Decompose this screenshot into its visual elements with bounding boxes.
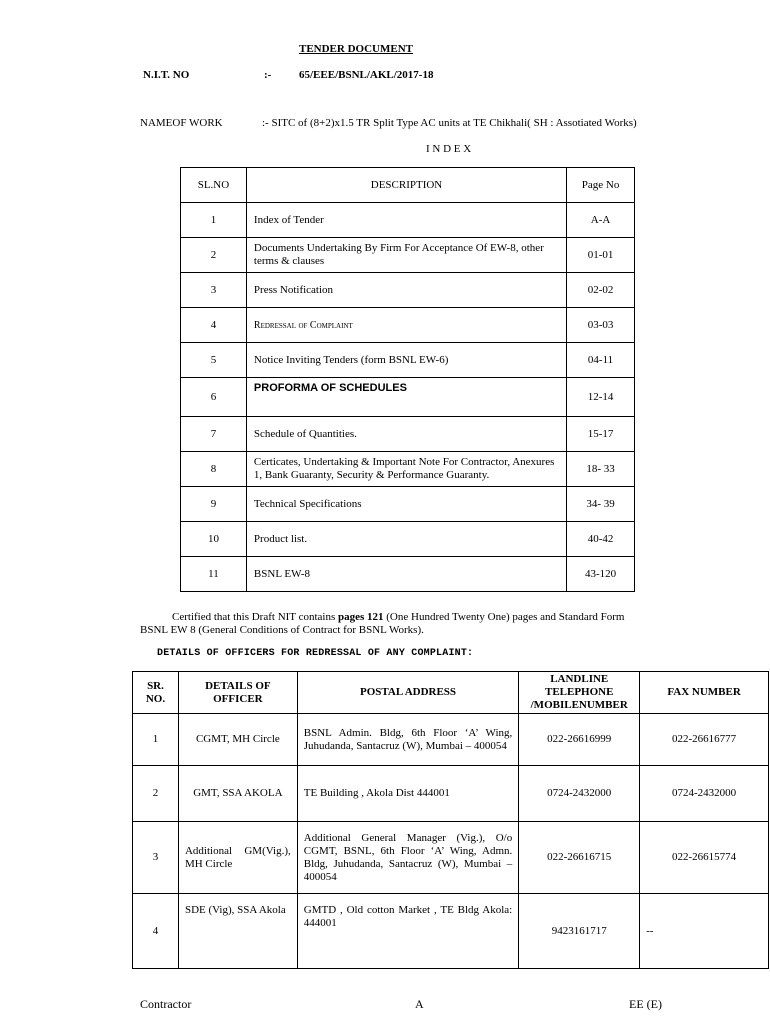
row-page: 02-02 xyxy=(567,273,635,308)
row-description: Product list. xyxy=(246,522,566,557)
table-row xyxy=(181,273,635,308)
table-row xyxy=(133,766,769,822)
officer-phone: 9423161717 xyxy=(519,894,640,969)
officer-srno: 4 xyxy=(133,894,179,969)
officer-name: SDE (Vig), SSA Akola xyxy=(178,894,297,969)
footer-ee: EE (E) xyxy=(629,997,662,1011)
officer-phone: 0724-2432000 xyxy=(519,766,640,822)
row-page: 04-11 xyxy=(567,343,635,378)
table-row xyxy=(133,822,769,894)
row-page: 43-120 xyxy=(567,557,635,592)
officer-name: Additional GM(Vig.), MH Circle xyxy=(178,822,297,894)
officers-header-address: POSTAL ADDRESS xyxy=(297,672,518,714)
officer-address: GMTD , Old cotton Market , TE Bldg Akola: 444001 xyxy=(297,894,518,969)
table-row xyxy=(133,714,769,766)
row-number: 11 xyxy=(181,557,247,592)
footer-contractor: Contractor xyxy=(140,997,192,1011)
table-row xyxy=(181,557,635,592)
row-description: Technical Specifications xyxy=(246,487,566,522)
officer-address: BSNL Admin. Bldg, 6th Floor ‘A’ Wing, Juhudanda, Santacruz (W), Mumbai – 400054 xyxy=(297,714,518,766)
row-description: Press Notification xyxy=(246,273,566,308)
row-number: 3 xyxy=(181,273,247,308)
footer-page-marker: A xyxy=(415,997,424,1011)
row-page: 18- 33 xyxy=(567,452,635,487)
officer-srno: 2 xyxy=(133,766,179,822)
table-row xyxy=(133,894,769,969)
row-page: 03-03 xyxy=(567,308,635,343)
row-page: 12-14 xyxy=(567,378,635,417)
row-page: 15-17 xyxy=(567,417,635,452)
officer-name: GMT, SSA AKOLA xyxy=(178,766,297,822)
work-value: :- SITC of (8+2)x1.5 TR Split Type AC units at TE Chikhali( SH : Assotiated Works) xyxy=(262,117,637,129)
index-table xyxy=(180,167,635,592)
officers-header-fax: FAX NUMBER xyxy=(640,672,769,714)
row-page: 01-01 xyxy=(567,238,635,273)
officer-address: TE Building , Akola Dist 444001 xyxy=(297,766,518,822)
certified-line2: BSNL EW 8 (General Conditions of Contract for BSNL Works). xyxy=(140,624,424,636)
officers-header-row xyxy=(133,672,769,714)
row-page: 40-42 xyxy=(567,522,635,557)
table-row xyxy=(181,308,635,343)
table-row xyxy=(181,522,635,557)
table-row xyxy=(181,343,635,378)
index-title: I N D E X xyxy=(426,143,472,155)
row-number: 9 xyxy=(181,487,247,522)
officer-fax: 022-26615774 xyxy=(640,822,769,894)
table-row xyxy=(181,417,635,452)
officers-table xyxy=(132,671,769,969)
table-row xyxy=(181,452,635,487)
row-description: Schedule of Quantities. xyxy=(246,417,566,452)
officer-srno: 3 xyxy=(133,822,179,894)
certified-paragraph xyxy=(140,611,660,637)
index-header-slno: SL.NO xyxy=(181,168,247,203)
table-row xyxy=(181,378,635,417)
row-number: 8 xyxy=(181,452,247,487)
row-description: Documents Undertaking By Firm For Acceptance Of EW-8, other terms & clauses xyxy=(246,238,566,273)
row-number: 6 xyxy=(181,378,247,417)
officer-srno: 1 xyxy=(133,714,179,766)
officers-heading: DETAILS OF OFFICERS FOR REDRESSAL OF ANY COMPLAINT: xyxy=(157,648,474,659)
officer-fax: 0724-2432000 xyxy=(640,766,769,822)
officer-address: Additional General Manager (Vig.), O/o CGMT, BSNL, 6th Floor ‘A’ Wing, Admn. Bldg, Juhudanda, Santacruz (W), Mumbai – 400054 xyxy=(297,822,518,894)
index-header-description: DESCRIPTION xyxy=(246,168,566,203)
table-row xyxy=(181,487,635,522)
officers-header-srno: SR. NO. xyxy=(133,672,179,714)
row-page: 34- 39 xyxy=(567,487,635,522)
row-description: Redressal of Complaint xyxy=(246,308,566,343)
row-page: A-A xyxy=(567,203,635,238)
document-title: TENDER DOCUMENT xyxy=(299,43,413,55)
row-description: BSNL EW-8 xyxy=(246,557,566,592)
nit-separator: :- xyxy=(264,69,272,81)
row-number: 2 xyxy=(181,238,247,273)
work-label: NAMEOF WORK xyxy=(140,117,223,129)
officers-header-phone: LANDLINE TELEPHONE /MOBILENUMBER xyxy=(519,672,640,714)
officer-fax: -- xyxy=(640,894,769,969)
table-row xyxy=(181,203,635,238)
certified-text-cont: (One Hundred Twenty One) pages and Standard Form xyxy=(383,611,625,623)
officer-name: CGMT, MH Circle xyxy=(178,714,297,766)
row-description: Notice Inviting Tenders (form BSNL EW-6) xyxy=(246,343,566,378)
certified-pages: pages 121 xyxy=(337,611,384,623)
officer-phone: 022-26616999 xyxy=(519,714,640,766)
row-description: Index of Tender xyxy=(246,203,566,238)
row-description: Certicates, Undertaking & Important Note For Contractor, Anexures 1, Bank Guaranty, Security & Performance Guaranty. xyxy=(246,452,566,487)
table-row xyxy=(181,238,635,273)
officer-fax: 022-26616777 xyxy=(640,714,769,766)
row-number: 4 xyxy=(181,308,247,343)
row-number: 7 xyxy=(181,417,247,452)
certified-text: Certified that this Draft NIT contains xyxy=(172,611,338,623)
nit-label: N.I.T. NO xyxy=(143,69,190,81)
row-description: PROFORMA OF SCHEDULES xyxy=(246,378,566,417)
row-number: 5 xyxy=(181,343,247,378)
row-number: 1 xyxy=(181,203,247,238)
row-number: 10 xyxy=(181,522,247,557)
nit-number: 65/EEE/BSNL/AKL/2017-18 xyxy=(299,69,434,81)
index-header-page: Page No xyxy=(567,168,635,203)
index-header-row xyxy=(181,168,635,203)
officers-header-officer: DETAILS OF OFFICER xyxy=(178,672,297,714)
officer-phone: 022-26616715 xyxy=(519,822,640,894)
